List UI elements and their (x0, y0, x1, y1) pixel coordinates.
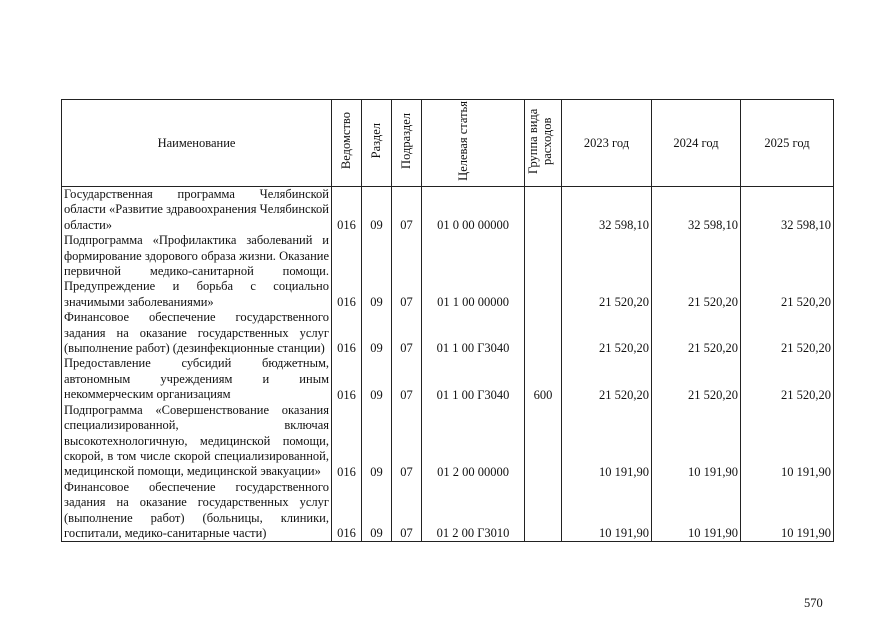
cell-2024: 21 520,20 (652, 310, 741, 356)
cell-2023: 32 598,10 (562, 187, 652, 234)
cell-target: 01 2 00 00000 (422, 403, 525, 480)
header-subsection: Подраздел (392, 100, 422, 187)
table-header-row (62, 100, 834, 187)
header-2023: 2023 год (562, 100, 652, 187)
cell-dept: 016 (332, 187, 362, 234)
cell-dept: 016 (332, 310, 362, 356)
cell-2024: 21 520,20 (652, 356, 741, 402)
name: Подпрограмма «Профилактика заболеваний и формирование здорового образа жизни. Оказание первичной медико-санитарной помощи. Предупреждение и борьба с социально значимыми заболеваниями» (62, 233, 332, 310)
header-2024: 2024 год (652, 100, 741, 187)
cell-expense-group: 600 (525, 356, 562, 402)
cell-2023: 10 191,90 (562, 403, 652, 480)
cell-expense-group (525, 310, 562, 356)
cell-2024: 10 191,90 (652, 480, 741, 542)
cell-target: 01 1 00 Г3040 (422, 356, 525, 402)
cell-dept: 016 (332, 233, 362, 310)
cell-2023: 21 520,20 (562, 356, 652, 402)
header-expense-group: Группа вида расходов (525, 100, 562, 187)
header-2025: 2025 год (741, 100, 834, 187)
cell-subsection: 07 (392, 480, 422, 542)
page-number: 570 (804, 596, 823, 610)
header-section: Раздел (362, 100, 392, 187)
cell-target: 01 1 00 Г3040 (422, 310, 525, 356)
table-row (62, 187, 834, 234)
cell-dept: 016 (332, 480, 362, 542)
cell-2023: 21 520,20 (562, 310, 652, 356)
cell-2024: 10 191,90 (652, 403, 741, 480)
header-dept: Ведомство (332, 100, 362, 187)
cell-subsection: 07 (392, 310, 422, 356)
cell-expense-group (525, 187, 562, 234)
table-row (62, 480, 834, 542)
cell-section: 09 (362, 187, 392, 234)
cell-target: 01 1 00 00000 (422, 233, 525, 310)
table-row (62, 310, 834, 356)
cell-2024: 32 598,10 (652, 187, 741, 234)
table-row (62, 403, 834, 480)
cell-subsection: 07 (392, 187, 422, 234)
cell-subsection: 07 (392, 233, 422, 310)
cell-expense-group (525, 480, 562, 542)
cell-section: 09 (362, 233, 392, 310)
cell-2023: 21 520,20 (562, 233, 652, 310)
cell-dept: 016 (332, 403, 362, 480)
cell-expense-group (525, 233, 562, 310)
cell-section: 09 (362, 310, 392, 356)
cell-2024: 21 520,20 (652, 233, 741, 310)
cell-2023: 10 191,90 (562, 480, 652, 542)
cell-subsection: 07 (392, 403, 422, 480)
cell-2025: 21 520,20 (741, 356, 834, 402)
cell-target: 01 2 00 Г3010 (422, 480, 525, 542)
name: Финансовое обеспечение государственного задания на оказание государственных услуг (выполнение работ) (больницы, клиники, госпитали, медико-санитарные части) (62, 480, 332, 542)
cell-2025: 21 520,20 (741, 233, 834, 310)
header-name: Наименование (62, 100, 332, 187)
cell-section: 09 (362, 356, 392, 402)
cell-section: 09 (362, 403, 392, 480)
cell-target: 01 0 00 00000 (422, 187, 525, 234)
table-row (62, 356, 834, 402)
name: Подпрограмма «Совершенствование оказания специализированной, включая высокотехнологичную, медицинской помощи, скорой, в том числе скорой специализированной, медицинской помощи, медицинской эвакуации» (62, 403, 332, 480)
budget-table (61, 99, 834, 542)
cell-2025: 32 598,10 (741, 187, 834, 234)
cell-section: 09 (362, 480, 392, 542)
cell-dept: 016 (332, 356, 362, 402)
cell-2025: 10 191,90 (741, 480, 834, 542)
cell-expense-group (525, 403, 562, 480)
cell-2025: 10 191,90 (741, 403, 834, 480)
cell-subsection: 07 (392, 356, 422, 402)
name: Государственная программа Челябинской области «Развитие здравоохранения Челябинской области» (62, 187, 332, 234)
table-row (62, 233, 834, 310)
name: Предоставление субсидий бюджетным, автономным учреждениям и иным некоммерческим организациям (62, 356, 332, 402)
name: Финансовое обеспечение государственного задания на оказание государственных услуг (выполнение работ) (дезинфекционные станции) (62, 310, 332, 356)
cell-2025: 21 520,20 (741, 310, 834, 356)
header-target: Целевая статья (422, 100, 525, 187)
